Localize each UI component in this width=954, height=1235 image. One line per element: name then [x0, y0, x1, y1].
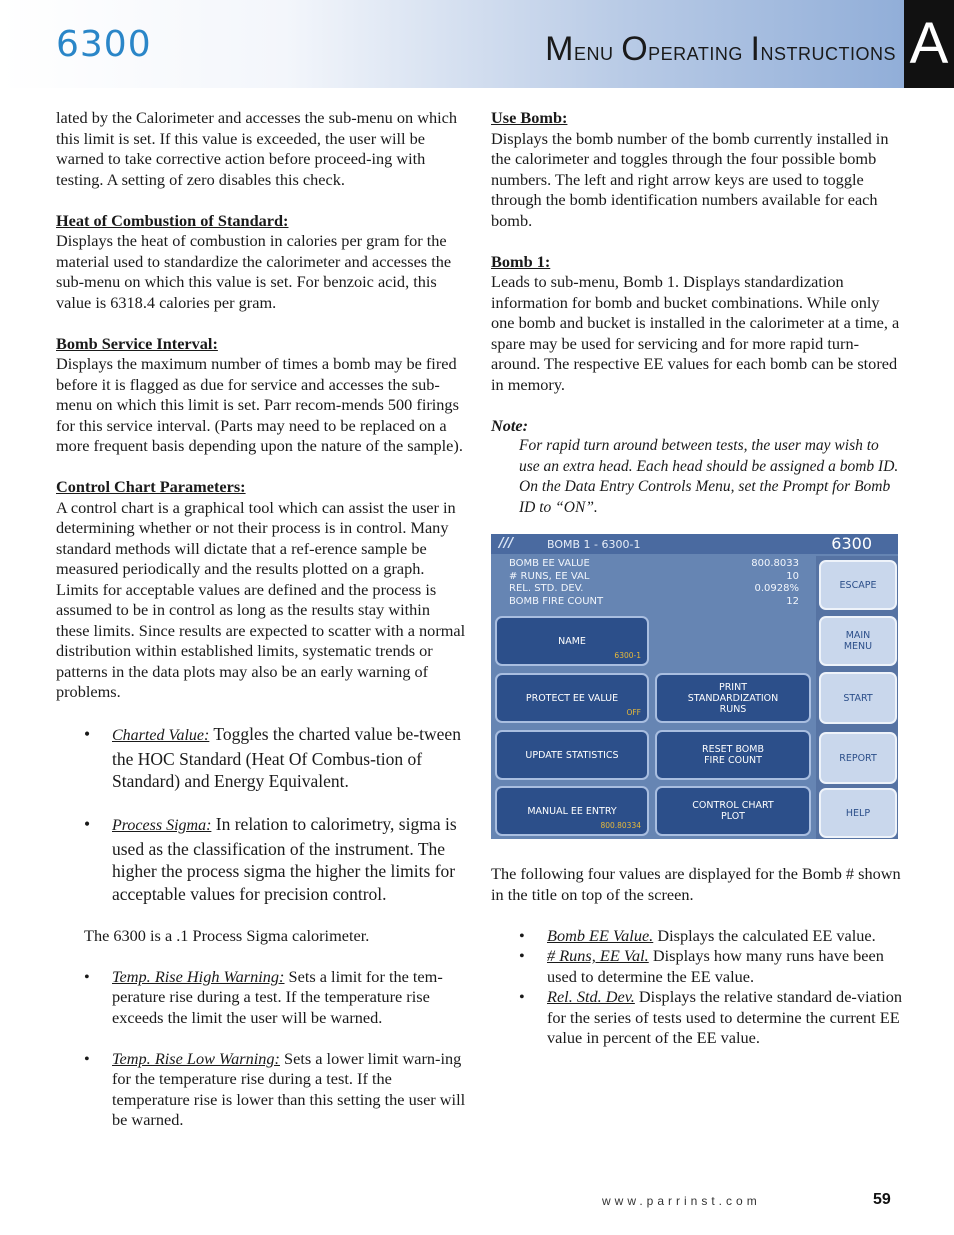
values-bullets [491, 926, 903, 1049]
info-row: BOMB EE VALUE 800.8033 [509, 558, 799, 569]
bsi-paragraph: Displays the maximum number of times a bomb may be fired before it is flagged as due for service and accesses the sub-menu on which this limit is set. Parr recom-mends 500 firings for this service interval. (Parts may need to be replaced on a more frequent basis depending upon the nature of the sample). [56, 354, 463, 455]
bomb1-paragraph: Leads to sub-menu, Bomb 1. Displays standardization information for bomb and bucket combinations. While only one bomb and bucket is installed in the calorimeter at a time, a spare may be used for servicing and for more rapid turn-around. The respective EE values for each bomb can be stored in memory. [491, 272, 900, 394]
screen-title: BOMB 1 - 6300-1 [547, 538, 641, 551]
info-row: BOMB FIRE COUNT 12 [509, 595, 799, 607]
model-number: 6300 [56, 24, 152, 65]
list-item: • Process Sigma: In relation to calorimetry, sigma is used as the classification of the instrument. The higher the process sigma the higher the limits for acceptable values for precision control. [84, 814, 457, 904]
list-item: • Rel. Std. Dev. Displays the relative standard de-viation for the series of tests used to determine the current EE value in percent of the EE value. [519, 987, 903, 1047]
start-button[interactable]: START [819, 672, 897, 724]
info-row: REL. STD. DEV. 0.0928% [509, 583, 799, 594]
right-column-bottom [491, 864, 903, 1049]
use-bomb-heading: Use Bomb: [491, 108, 568, 127]
calorimeter-screen [491, 534, 898, 839]
list-item: • Temp. Rise Low Warning: Sets a lower limit warn-ing for the temperature rise during a test. If the temperature rise is lower than this setting the user will be warned. [84, 1048, 466, 1129]
appendix-tab: A [904, 0, 954, 88]
list-item: • # Runs, EE Val. Displays how many runs have been used to determine the EE value. [519, 946, 884, 986]
following-paragraph: The following four values are displayed for the Bomb # shown in the title on top of the screen. [491, 864, 901, 904]
note-heading: Note: [491, 415, 529, 435]
bomb1-heading: Bomb 1: [491, 251, 551, 271]
bomb-info [509, 558, 799, 608]
reset-bomb-fire-count-button[interactable]: RESET BOMB FIRE COUNT [655, 730, 811, 780]
intro-paragraph: lated by the Calorimeter and accesses the sub-menu on which this limit is set. If this value is exceeded, the user will be warned to take corrective action before proceed-ing with testing. A setting of zero disables this check. [56, 108, 458, 189]
manual-ee-entry-button[interactable]: MANUAL EE ENTRY 800.80334 [495, 786, 649, 836]
parr-logo-icon: /// [499, 536, 514, 551]
ccp-paragraph: A control chart is a graphical tool which can assist the user in determining whether or not their process is in control. Many standard methods will dictate that a ref-erence sample be measured periodically and the results plotted on a graph. Limits for acceptable values are defined and the process is assumed to be in control as long as the results stay within these limits. Since results are expected to scatter with a normal distribution within established limits, systematic trends or patterns in the data plots may also be an early warning of problems. [56, 497, 466, 701]
bsi-heading: Bomb Service Interval: [56, 333, 218, 353]
use-bomb-paragraph: Displays the bomb number of the bomb currently installed in the calorimeter and toggles through the four possible bomb numbers. The left and right arrow keys are used to toggle through the bomb identification numbers available for each bomb. [491, 128, 889, 230]
page-number: 59 [873, 1191, 891, 1208]
right-column-top [491, 108, 903, 518]
list-item: • Charted Value: Toggles the charted value be-tween the HOC Standard (Heat Of Combus-tion of Standard) and Energy Equivalent. [84, 724, 461, 791]
print-standardization-runs-button[interactable]: PRINT STANDARDIZATION RUNS [655, 673, 811, 723]
ccp-heading: Control Chart Parameters: [56, 477, 246, 496]
page-header [0, 0, 954, 88]
update-statistics-button[interactable]: UPDATE STATISTICS [495, 730, 649, 780]
protect-ee-value-button[interactable]: PROTECT EE VALUE OFF [495, 673, 649, 723]
note-paragraph: For rapid turn around between tests, the user may wish to use an extra head. Each head should be assigned a bomb ID. On the Data Entry Controls Menu, set the Prompt for Bomb ID to “ON”. [519, 437, 899, 516]
report-button[interactable]: REPORT [819, 732, 897, 784]
escape-button[interactable]: ESCAPE [819, 560, 897, 610]
screen-title-bar [491, 534, 898, 554]
left-column [56, 108, 466, 1131]
info-row: # RUNS, EE VAL 10 [509, 570, 799, 582]
name-button[interactable]: NAME 6300-1 [495, 616, 649, 666]
list-item: • Bomb EE Value. Displays the calculated EE value. [519, 925, 876, 945]
hoc-heading: Heat of Combustion of Standard: [56, 210, 289, 230]
page-title: Menu Operating Instructions [545, 30, 896, 68]
control-chart-plot-button[interactable]: CONTROL CHART PLOT [655, 786, 811, 836]
ccp-bullets [56, 723, 466, 793]
help-button[interactable]: HELP [819, 788, 897, 838]
sigma-note: The 6300 is a .1 Process Sigma calorimeter. [84, 925, 370, 945]
hoc-paragraph: Displays the heat of combustion in calories per gram for the material used to standardize the calorimeter and accesses the sub-menu on which this value is set. For benzoic acid, this value is 6318.4 calories per gram. [56, 231, 452, 312]
list-item: • Temp. Rise High Warning: Sets a limit for the tem-perature rise during a test. If the temperature rise exceeds the limit the user will be warned. [84, 966, 443, 1027]
screen-model: 6300 [831, 534, 872, 553]
footer-url: www.parrinst.com [602, 1194, 761, 1208]
main-menu-button[interactable]: MAIN MENU [819, 616, 897, 666]
